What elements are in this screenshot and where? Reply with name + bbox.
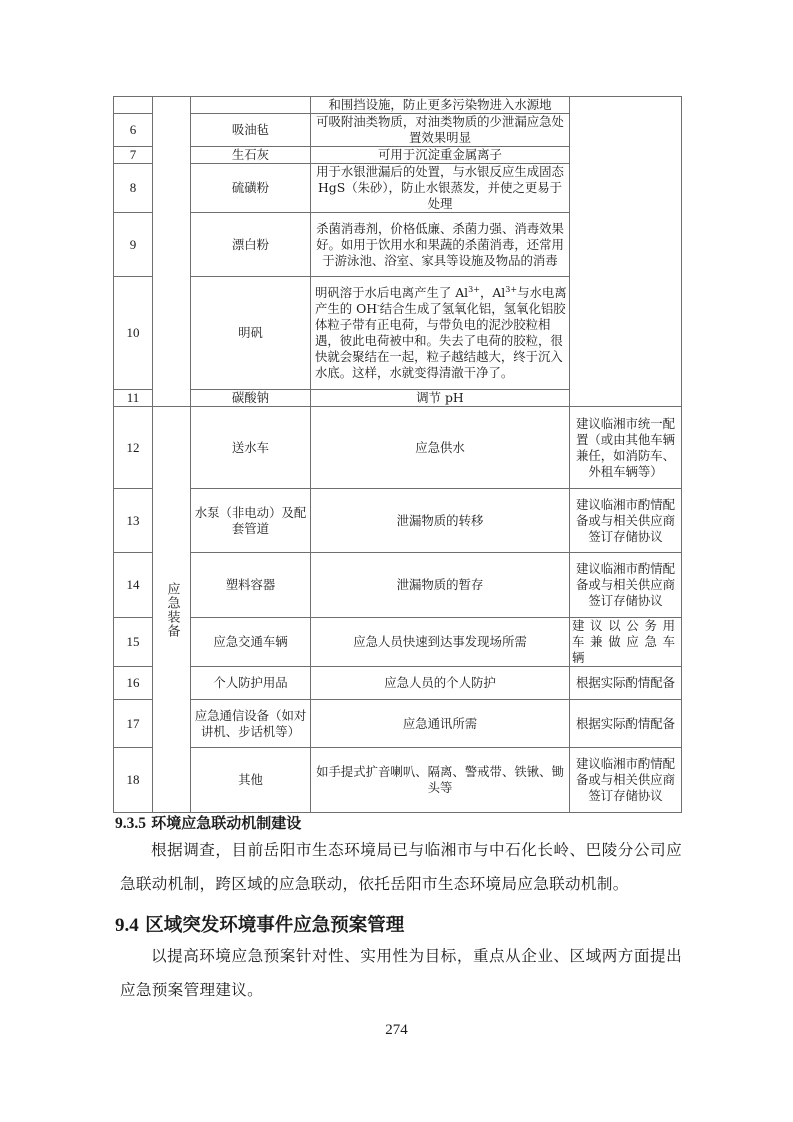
row-number: 16 bbox=[114, 667, 153, 700]
item-use: 用于水银泄漏后的处置，与水银反应生成固态 HgS（朱砂），防止水银蒸发，并使之更易于处理 bbox=[311, 164, 570, 213]
item-name: 碳酸钠 bbox=[191, 390, 311, 407]
item-name: 塑料容器 bbox=[191, 553, 311, 618]
item-name: 漂白粉 bbox=[191, 213, 311, 277]
row-number: 9 bbox=[114, 213, 153, 277]
item-note: 建议临湘市酌情配备或与相关供应商签订存储协议 bbox=[570, 553, 682, 618]
row-number: 13 bbox=[114, 489, 153, 553]
superscript: - bbox=[377, 300, 380, 310]
section-9-3-5-paragraph: 根据调查，目前岳阳市生态环境局已与临湘市与中石化长岭、巴陵分公司应急联动机制，跨区域的应急联动，依托岳阳市生态环境局应急联动机制。 bbox=[120, 841, 682, 893]
use-text: 明矾溶于水后电离产生了 Al bbox=[315, 285, 469, 300]
row-number: 7 bbox=[114, 147, 153, 164]
item-use: 如手提式扩音喇叭、隔离、警戒带、铁锹、锄头等 bbox=[311, 748, 570, 813]
item-name: 生石灰 bbox=[191, 147, 311, 164]
item-name: 应急交通车辆 bbox=[191, 618, 311, 667]
row-number: 12 bbox=[114, 407, 153, 489]
item-name: 水泵（非电动）及配套管道 bbox=[191, 489, 311, 553]
page-number: 274 bbox=[385, 1022, 408, 1038]
item-name: 个人防护用品 bbox=[191, 667, 311, 700]
section-9-4-paragraph: 以提高环境应急预案针对性、实用性为目标，重点从企业、区域两方面提出应急预案管理建议。 bbox=[120, 947, 682, 999]
row-number: 6 bbox=[114, 114, 153, 147]
item-name bbox=[191, 97, 311, 114]
use-text: 与水电离产生的 OH bbox=[315, 285, 567, 316]
item-name: 送水车 bbox=[191, 407, 311, 489]
superscript: 3+ bbox=[468, 284, 480, 294]
row-number: 18 bbox=[114, 748, 153, 813]
item-use: 泄漏物质的暂存 bbox=[311, 553, 570, 618]
row-number: 11 bbox=[114, 390, 153, 407]
item-note: 建议临湘市酌情配备或与相关供应商签订存储协议 bbox=[570, 489, 682, 553]
row-number: 15 bbox=[114, 618, 153, 667]
row-number: 8 bbox=[114, 164, 153, 213]
table-row bbox=[114, 489, 682, 553]
use-text: 结合生成了氢氧化铝，氢氧化铝胶体粒子带有正电荷，与带负电的泥沙胶粒相遇，彼此电荷被中和。失去了电荷的胶粒，很快就会聚结在一起，粒子越结越大，终于沉入水底。这样，水就变得清澈干净了。 bbox=[315, 301, 566, 380]
table-row bbox=[114, 97, 682, 114]
section-title: 区域突发环境事件应急预案管理 bbox=[145, 915, 405, 936]
item-use: 应急通讯所需 bbox=[311, 700, 570, 748]
row-number: 10 bbox=[114, 277, 153, 390]
table-row bbox=[114, 667, 682, 700]
use-text: ，Al bbox=[479, 285, 506, 300]
item-name: 吸油毡 bbox=[191, 114, 311, 147]
section-heading-9-3-5 bbox=[115, 812, 301, 833]
item-use: 和围挡设施，防止更多污染物进入水源地 bbox=[311, 97, 570, 114]
table-row bbox=[114, 700, 682, 748]
item-name: 硫磺粉 bbox=[191, 164, 311, 213]
table-row bbox=[114, 748, 682, 813]
section-heading-9-4 bbox=[115, 911, 404, 937]
item-use: 可吸附油类物质，对油类物质的少泄漏应急处置效果明显 bbox=[311, 114, 570, 147]
item-note: 根据实际酌情配备 bbox=[570, 667, 682, 700]
superscript: 3+ bbox=[505, 284, 518, 294]
item-use: 应急供水 bbox=[311, 407, 570, 489]
item-note: 建议以公务用车兼做应急车辆 bbox=[570, 618, 682, 667]
item-use bbox=[311, 277, 570, 390]
item-use: 泄漏物质的转移 bbox=[311, 489, 570, 553]
category-cell-materials bbox=[153, 97, 191, 407]
section-number: 9.4 bbox=[115, 915, 139, 936]
item-note: 根据实际酌情配备 bbox=[570, 700, 682, 748]
category-emergency-equipment: 应急装备 bbox=[153, 407, 191, 813]
row-number: 14 bbox=[114, 553, 153, 618]
item-use: 调节 pH bbox=[311, 390, 570, 407]
item-use: 可用于沉淀重金属离子 bbox=[311, 147, 570, 164]
table-row bbox=[114, 407, 682, 489]
section-number: 9.3.5 bbox=[115, 815, 146, 832]
emergency-equipment-table bbox=[113, 96, 682, 813]
row-number: 17 bbox=[114, 700, 153, 748]
section-title: 环境应急联动机制建设 bbox=[151, 814, 302, 832]
item-name: 其他 bbox=[191, 748, 311, 813]
table-row bbox=[114, 553, 682, 618]
table-row bbox=[114, 618, 682, 667]
row-number bbox=[114, 97, 153, 114]
note-cell-empty bbox=[570, 97, 682, 407]
item-name: 应急通信设备（如对讲机、步话机等） bbox=[191, 700, 311, 748]
item-note: 建议临湘市酌情配备或与相关供应商签订存储协议 bbox=[570, 748, 682, 813]
item-name: 明矾 bbox=[191, 277, 311, 390]
item-use: 应急人员快速到达事发现场所需 bbox=[311, 618, 570, 667]
item-note: 建议临湘市统一配置（或由其他车辆兼任，如消防车、外租车辆等） bbox=[570, 407, 682, 489]
item-use: 杀菌消毒剂，价格低廉、杀菌力强、消毒效果好。如用于饮用水和果蔬的杀菌消毒，还常用于游泳池、浴室、家具等设施及物品的消毒 bbox=[311, 213, 570, 277]
item-use: 应急人员的个人防护 bbox=[311, 667, 570, 700]
